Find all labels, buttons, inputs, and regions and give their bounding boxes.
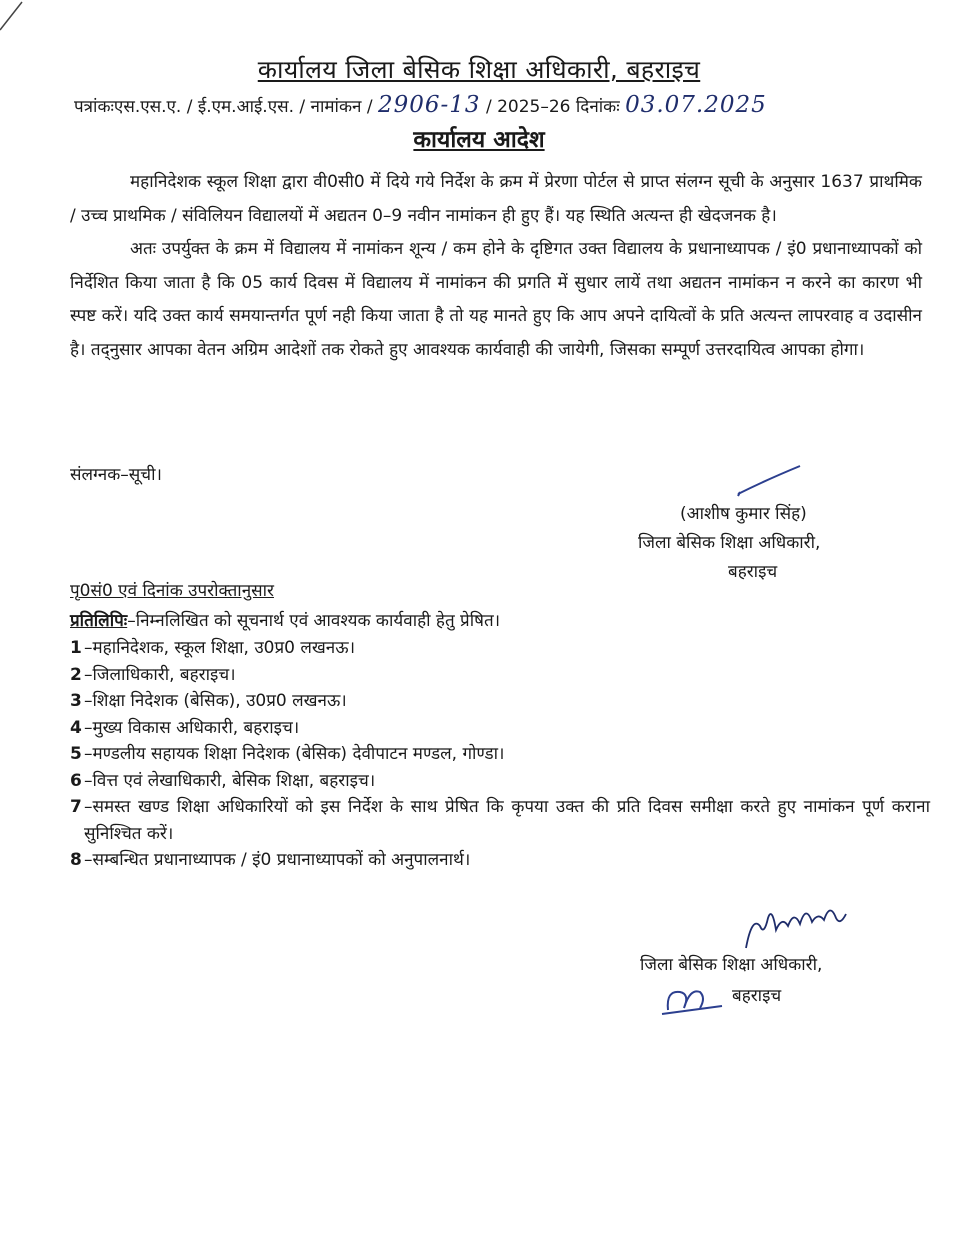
list-item	[70, 662, 930, 689]
paragraph-1: महानिदेशक स्कूल शिक्षा द्वारा वी0सी0 में दिये गये निर्देश के क्रम में प्रेरणा पोर्टल से प्राप्त संलग्न सूची के अनुसार 1637 प्राथमिक / उच्च प्राथमिक / संविलियन विद्यालयों में अद्यतन 0–9 नवीन नामांकन ही हुए हैं। यह स्थिति अत्यन्त ही खेदजनक है।	[70, 172, 922, 226]
handwritten-signature	[742, 896, 852, 956]
reference-line	[74, 92, 934, 118]
item-text: –मण्डलीय सहायक शिक्षा निदेशक (बेसिक) देवीपाटन मण्डल, गोण्डा।	[84, 744, 505, 764]
list-item	[70, 715, 930, 742]
list-item	[70, 794, 930, 847]
signature-stroke	[736, 462, 806, 502]
officer-designation: जिला बेसिक शिक्षा अधिकारी,	[638, 533, 821, 553]
copy-label: प्रतिलिपिः	[70, 611, 128, 631]
item-text: –वित्त एवं लेखाधिकारी, बेसिक शिक्षा, बहराइच।	[84, 770, 376, 791]
ref-suffix: / 2025–26 दिनांकः	[480, 97, 626, 117]
handwritten-date: 03.07.2025	[625, 92, 767, 118]
copy-recipient-list	[70, 635, 930, 874]
officer-designation-2: जिला बेसिक शिक्षा अधिकारी,	[640, 955, 823, 975]
copy-intro-text: –निम्नलिखित को सूचनार्थ एवं आवश्यक कार्यवाही हेतु प्रेषित।	[127, 611, 501, 631]
initials-mark	[660, 980, 730, 1020]
list-item	[70, 635, 930, 662]
paragraph-2: अतः उपर्युक्त के क्रम में विद्यालय में नामांकन शून्य / कम होने के दृष्टिगत उक्त विद्यालय के प्रधानाध्यापक / इं0 प्रधानाध्यापकों को निर्देशित किया जाता है कि 05 कार्य दिवस में विद्यालय में नामांकन की प्रगति में सुधार लायें तथा अद्यतन नामांकन न करने का कारण भी स्पष्ट करें। यदि उक्त कार्य समयान्तर्गत पूर्ण नही किया जाता है तो यह मानते हुए कि आप अपने दायित्वों के प्रति अत्यन्त लापरवाह व उदासीन है। तद्नुसार आपका वेतन अग्रिम आदेशों तक रोकते हुए आवश्यक कार्यवाही की जायेगी, जिसका सम्पूर्ण उत्तरदायित्व आपका होगा।	[70, 239, 922, 360]
office-title: कार्यालय जिला बेसिक शिक्षा अधिकारी, बहराइच	[257, 55, 701, 84]
signature-block	[638, 500, 910, 587]
list-item	[70, 741, 930, 768]
item-number: 6	[70, 770, 82, 791]
item-text: –मुख्य विकास अधिकारी, बहराइच।	[84, 717, 300, 738]
item-number: 8	[70, 850, 82, 870]
item-number: 2	[70, 664, 82, 685]
list-item	[70, 768, 930, 795]
item-text: –महानिदेशक, स्कूल शिक्षा, उ0प्र0 लखनऊ।	[84, 638, 356, 658]
item-text: –सम्बन्धित प्रधानाध्यापक / इं0 प्रधानाध्यापकों को अनुपालनार्थ।	[84, 850, 471, 870]
enclosure-note: संलग्नक–सूची।	[70, 465, 162, 485]
item-text: –शिक्षा निदेशक (बेसिक), उ0प्र0 लखनऊ।	[84, 691, 347, 711]
item-number: 4	[70, 717, 82, 738]
scan-corner-mark	[0, 0, 30, 40]
item-number: 5	[70, 744, 82, 764]
officer-name: (आशीष कुमार सिंह)	[680, 504, 807, 524]
order-title: कार्यालय आदेश	[413, 127, 545, 153]
copy-intro	[70, 607, 930, 635]
item-number: 7	[70, 797, 82, 817]
ref-prefix: पत्रांकःएस.एस.ए. / ई.एम.आई.एस. / नामांकन /	[74, 97, 378, 117]
copy-section	[70, 578, 930, 874]
item-text: –जिलाधिकारी, बहराइच।	[84, 664, 236, 685]
item-number: 3	[70, 691, 82, 711]
list-item	[70, 688, 930, 715]
copy-heading: पृ0सं0 एवं दिनांक उपरोक्तानुसार	[70, 581, 274, 601]
item-number: 1	[70, 638, 82, 658]
list-item	[70, 847, 930, 874]
officer-place: बहराइच	[728, 562, 778, 582]
order-body	[70, 166, 922, 367]
officer-place-2: बहराइच	[732, 986, 782, 1006]
item-text: –समस्त खण्ड शिक्षा अधिकारियों को इस निर्देश के साथ प्रेषित कि कृपया उक्त की प्रति दिवस समीक्षा करते हुए नामांकन पूर्ण कराना सुनिश्चित करें।	[84, 797, 930, 844]
handwritten-ref-number: 2906-13	[377, 92, 481, 118]
